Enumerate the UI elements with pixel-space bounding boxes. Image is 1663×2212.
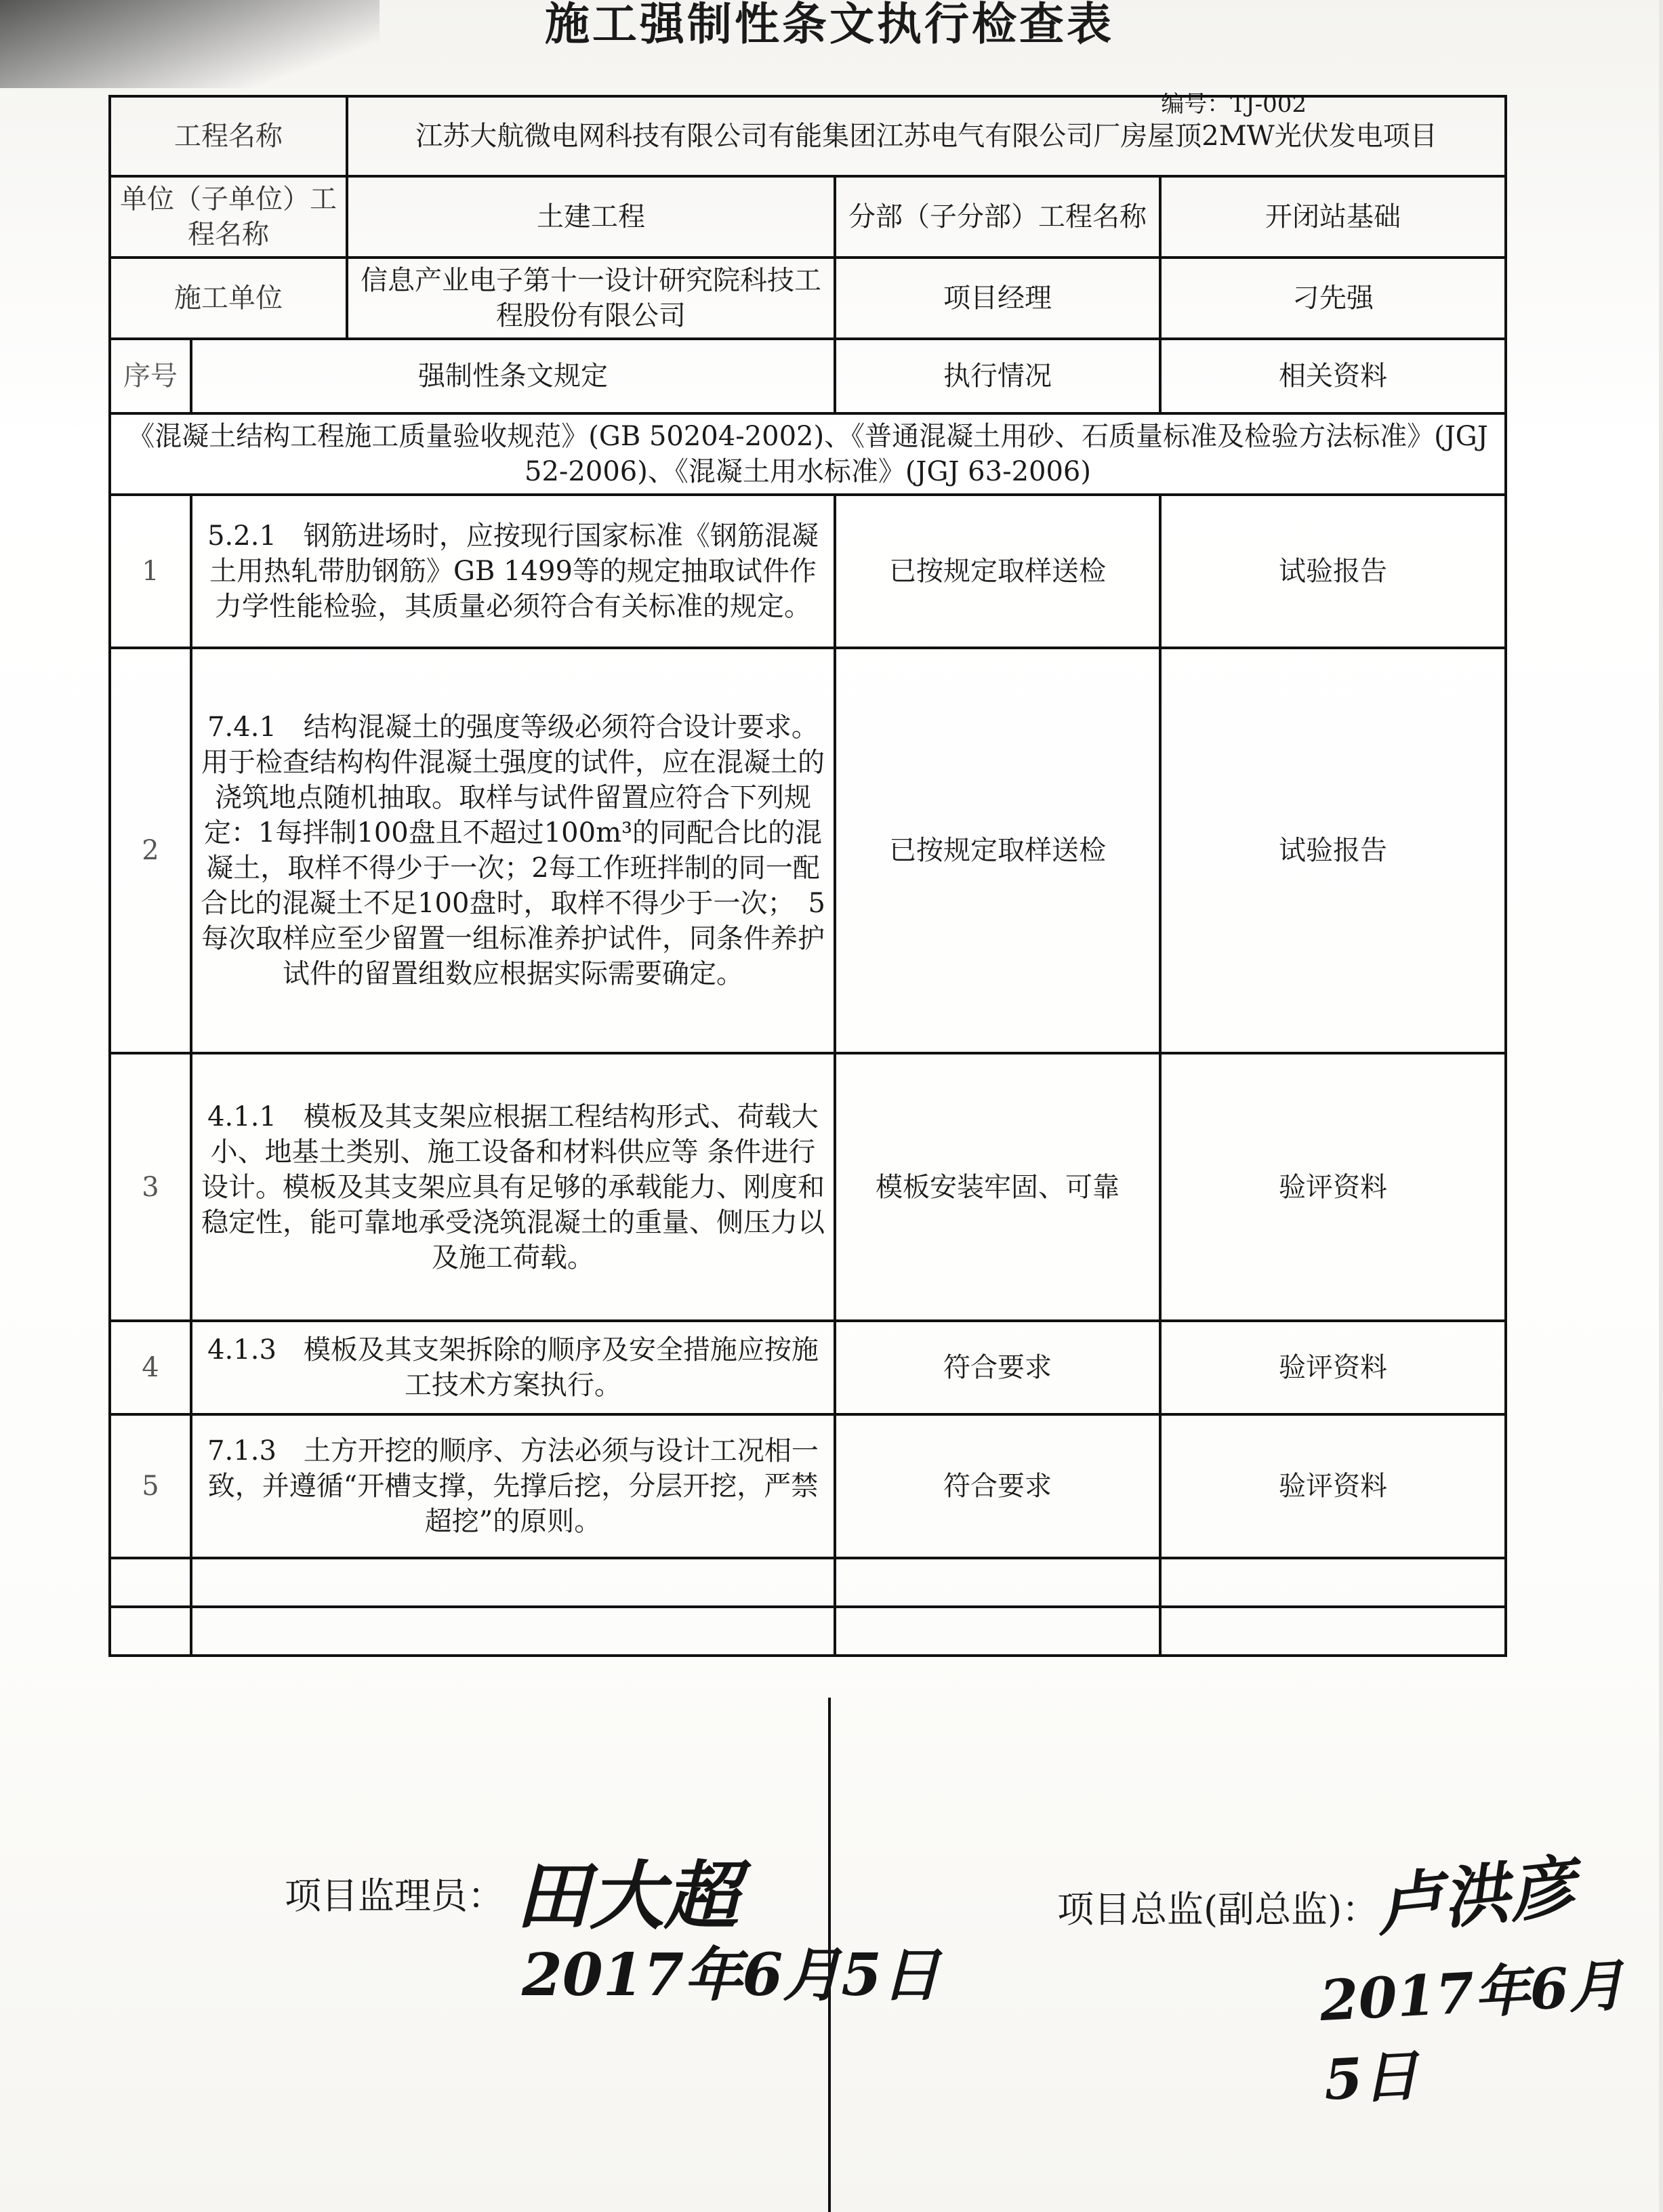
chief-supervisor-signature: 卢洪彦: [1372, 1847, 1580, 1946]
manager-value: 刁先强: [1160, 258, 1506, 339]
row-materials: 试验报告: [1160, 495, 1506, 648]
contractor-row: [110, 258, 1506, 339]
header-materials: 相关资料: [1160, 339, 1506, 413]
row-materials: 验评资料: [1160, 1414, 1506, 1558]
standards-row: [110, 413, 1506, 495]
empty-cell: [191, 1607, 835, 1656]
table-row: [110, 495, 1506, 648]
unit-project-value: 土建工程: [347, 176, 835, 258]
table-row: [110, 648, 1506, 1053]
empty-cell: [110, 1607, 191, 1656]
sub-project-label: 分部（子分部）工程名称: [835, 176, 1160, 258]
supervisor-signature: 田大超: [515, 1852, 739, 1940]
supervisor-label: 项目监理员：: [285, 1875, 504, 1917]
unit-project-row: [110, 176, 1506, 258]
table-row: [110, 1414, 1506, 1558]
row-materials: 验评资料: [1160, 1321, 1506, 1414]
empty-cell: [1160, 1558, 1506, 1607]
project-name-label: 工程名称: [110, 96, 347, 176]
row-number: 3: [110, 1053, 191, 1321]
row-status: 已按规定取样送检: [835, 495, 1160, 648]
row-status: 符合要求: [835, 1414, 1160, 1558]
row-clause: 7.1.3 土方开挖的顺序、方法必须与设计工况相一致，并遵循“开槽支撑，先撑后挖，分层开挖，严禁超挖”的原则。: [191, 1414, 835, 1558]
row-materials: 试验报告: [1160, 648, 1506, 1053]
header-status: 执行情况: [835, 339, 1160, 413]
contractor-value: 信息产业电子第十一设计研究院科技工程股份有限公司: [347, 258, 835, 339]
chief-supervisor-date: 2017年6月5日: [1318, 1952, 1626, 2113]
manager-label: 项目经理: [835, 258, 1160, 339]
empty-cell: [110, 1558, 191, 1607]
document-title: 施工强制性条文执行检查表: [545, 0, 1114, 50]
empty-cell: [835, 1558, 1160, 1607]
column-header-row: [110, 339, 1506, 413]
row-clause: 4.1.3 模板及其支架拆除的顺序及安全措施应按施工技术方案执行。: [191, 1321, 835, 1414]
empty-cell: [191, 1558, 835, 1607]
empty-row: [110, 1558, 1506, 1607]
standards-text: 《混凝土结构工程施工质量验收规范》(GB 50204-2002)、《普通混凝土用砂、石质量标准及检验方法标准》(JGJ 52-2006)、《混凝土用水标准》(JGJ 63-2006): [110, 413, 1506, 495]
sub-project-value: 开闭站基础: [1160, 176, 1506, 258]
contractor-label: 施工单位: [110, 258, 347, 339]
chief-supervisor-label: 项目总监(副总监)：: [1057, 1888, 1379, 1931]
row-materials: 验评资料: [1160, 1053, 1506, 1321]
project-name-value: 江苏大航微电网科技有限公司有能集团江苏电气有限公司厂房屋顶2MW光伏发电项目: [347, 96, 1506, 176]
row-status: 符合要求: [835, 1321, 1160, 1414]
row-status: 已按规定取样送检: [835, 648, 1160, 1053]
row-number: 1: [110, 495, 191, 648]
row-number: 2: [110, 648, 191, 1053]
header-provision: 强制性条文规定: [191, 339, 835, 413]
empty-cell: [835, 1607, 1160, 1656]
table-row: [110, 1053, 1506, 1321]
row-number: 5: [110, 1414, 191, 1558]
header-seq: 序号: [110, 339, 191, 413]
row-number: 4: [110, 1321, 191, 1414]
supervisor-date: 2017年6月5日: [522, 1941, 941, 2009]
inspection-table: [108, 95, 1507, 1657]
document-number: 编号：TJ-002: [1161, 91, 1307, 118]
empty-cell: [1160, 1607, 1506, 1656]
row-clause: 7.4.1 结构混凝土的强度等级必须符合设计要求。用于检查结构构件混凝土强度的试件，应在混凝土的浇筑地点随机抽取。取样与试件留置应符合下列规定：1每拌制100盘且不超过100m³的同配合比的混凝土，取样不得少于一次；2每工作班拌制的同一配合比的混凝土不足100盘时，取样不得少于一次； 5 每次取样应至少留置一组标准养护试件，同条件养护试件的留置组数应根据实际需要确定。: [191, 648, 835, 1053]
empty-row: [110, 1607, 1506, 1656]
row-clause: 4.1.1 模板及其支架应根据工程结构形式、荷载大小、地基土类别、施工设备和材料供应等 条件进行设计。模板及其支架应具有足够的承载能力、刚度和稳定性，能可靠地承受浇筑混凝土的重量、侧压力以及施工荷载。: [191, 1053, 835, 1321]
signature-section: [0, 1698, 1659, 2212]
unit-project-label: 单位（子单位）工程名称: [110, 176, 347, 258]
table-row: [110, 1321, 1506, 1414]
row-clause: 5.2.1 钢筋进场时，应按现行国家标准《钢筋混凝土用热轧带肋钢筋》GB 1499等的规定抽取试件作力学性能检验，其质量必须符合有关标准的规定。: [191, 495, 835, 648]
row-status: 模板安装牢固、可靠: [835, 1053, 1160, 1321]
project-name-row: [110, 96, 1506, 176]
